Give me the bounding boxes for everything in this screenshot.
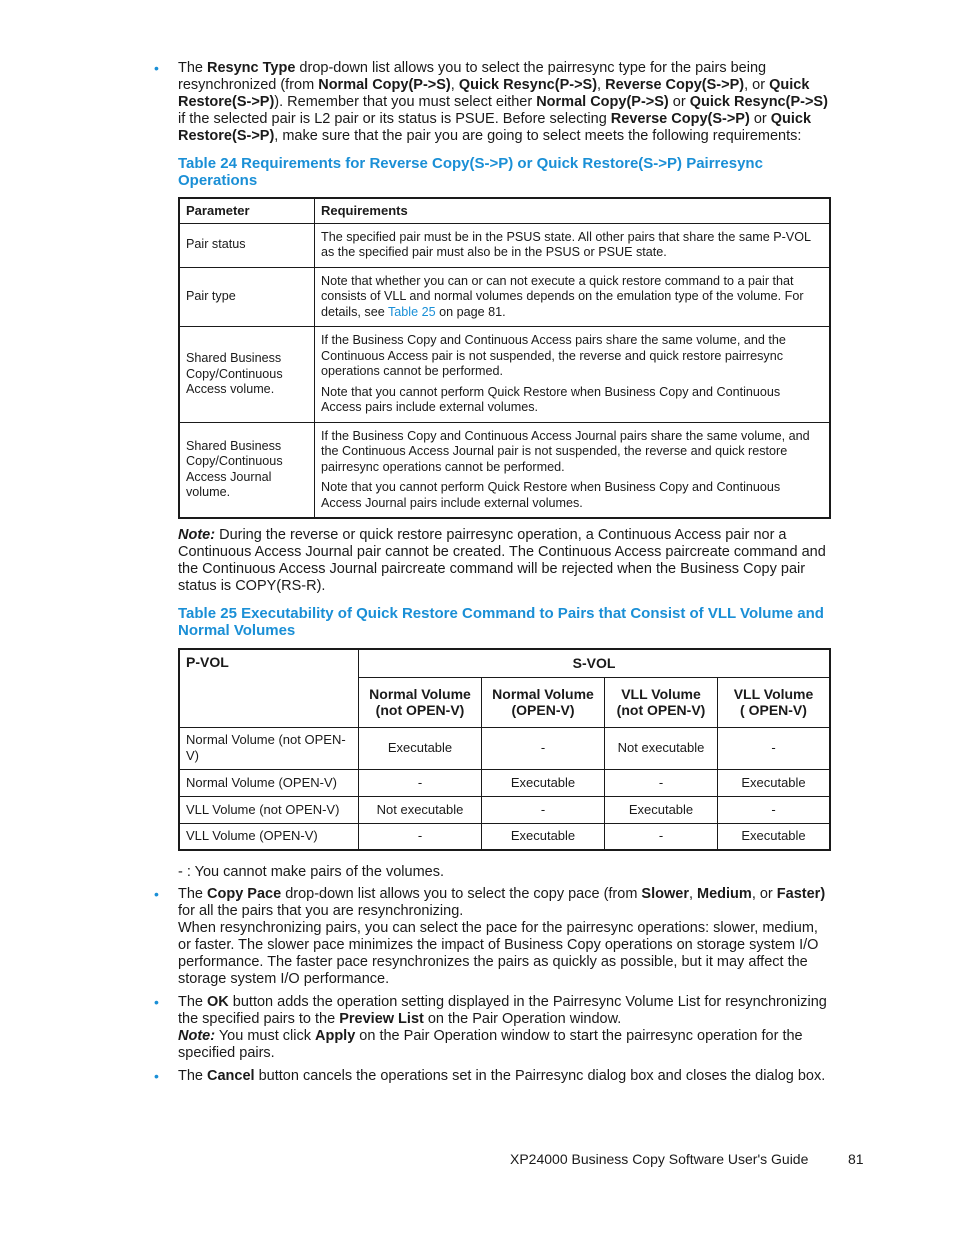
table-subheader: VLL Volume ( OPEN-V) bbox=[718, 677, 831, 727]
table-cell: Executable bbox=[359, 727, 482, 769]
table-25 bbox=[178, 648, 831, 851]
table-cell: - bbox=[359, 769, 482, 796]
table-cell: - bbox=[718, 796, 831, 823]
resync-type-paragraph: The Resync Type drop-down list allows you to select the pairresync type for the pairs being resynchronized (from Normal Copy(P->S), Quick Resync(P->S), Reverse Copy(S->P), or Quick Restore(S->P)). Remember that you must select either Normal Copy(P->S) or Quick Resync(P->S) if the selected pair is L2 pair or its status is PSUE. Before selecting Reverse Copy(S->P) or Quick Restore(S->P), make sure that the pair you are going to select meets the following requirements: bbox=[178, 60, 828, 144]
note-label: Note: bbox=[178, 1028, 216, 1044]
table-header-svol: S-VOL bbox=[359, 649, 831, 677]
table-cell: Shared Business Copy/Continuous Access volume. bbox=[179, 327, 315, 423]
table-cell: Normal Volume (not OPEN-V) bbox=[179, 727, 359, 769]
footer-title: XP24000 Business Copy Software User's Guide bbox=[510, 1151, 809, 1167]
bullet-marker: • bbox=[154, 1068, 159, 1084]
table-cell: Executable bbox=[718, 769, 831, 796]
table-cell: If the Business Copy and Continuous Access Journal pairs share the same volume, and the Continuous Access Journal pair is not suspended, the reverse and quick restore pairresync operations cannot be performed. Note that you cannot perform Quick Restore when Business Copy and Continuous Access Journal pairs include external volumes. bbox=[315, 422, 831, 518]
table-row bbox=[179, 796, 830, 823]
table-cell: If the Business Copy and Continuous Access pairs share the same volume, and the Continuous Access pair is not suspended, the reverse and quick restore pairresync operations cannot be performed. Note that you cannot perform Quick Restore when Business Copy and Continuous Access pairs include external volumes. bbox=[315, 327, 831, 423]
table-subheader: Normal Volume (OPEN-V) bbox=[482, 677, 605, 727]
table-cell: Not executable bbox=[359, 796, 482, 823]
table-cell: - bbox=[359, 823, 482, 850]
table-cell: - bbox=[605, 769, 718, 796]
table-24 bbox=[178, 197, 831, 519]
table-cell: - bbox=[605, 823, 718, 850]
table-cell: Pair status bbox=[179, 223, 315, 267]
table-cell: Shared Business Copy/Continuous Access Journal volume. bbox=[179, 422, 315, 518]
table-cell: VLL Volume (not OPEN-V) bbox=[179, 796, 359, 823]
table-header: Parameter bbox=[179, 198, 315, 223]
table-row bbox=[179, 223, 830, 267]
resync-type-term: Resync Type bbox=[207, 60, 296, 76]
copy-pace-paragraph: The Copy Pace drop-down list allows you to select the copy pace (from Slower, Medium, or Faster) for all the pairs that you are resynchronizing. When resynchronizing pairs, you can select the pace for the pairresync operations: slower, medium, or faster. The slower pace minimizes the impact of Business Copy operations on storage system I/O performance. The faster pace resynchronizes the pairs as quickly as possible, but it may affect the storage system I/O performance. bbox=[178, 886, 826, 987]
bullet-marker: • bbox=[154, 60, 159, 76]
table-cell: Executable bbox=[482, 769, 605, 796]
table-cell: Not executable bbox=[605, 727, 718, 769]
table-header: Requirements bbox=[315, 198, 831, 223]
table-cell: VLL Volume (OPEN-V) bbox=[179, 823, 359, 850]
table-cell: Pair type bbox=[179, 267, 315, 327]
note-paragraph: Note: During the reverse or quick restore pairresync operation, a Continuous Access pair nor a Continuous Access Journal pair cannot be created. The Continuous Access paircreate command and the Continuous Access Journal paircreate command will be rejected when the Business Copy pair status is COPY(RS-R). bbox=[178, 527, 826, 594]
table-row bbox=[179, 727, 830, 769]
note-label: Note: bbox=[178, 527, 216, 543]
table-row bbox=[179, 823, 830, 850]
table-cell: - bbox=[482, 796, 605, 823]
table-cell: The specified pair must be in the PSUS state. All other pairs that share the same P-VOL as the specified pair must also be in the PSUS or PSUE state. bbox=[315, 223, 831, 267]
table-25-caption: Table 25 Executability of Quick Restore Command to Pairs that Consist of VLL Volume and Normal Volumes bbox=[178, 605, 824, 639]
bullet-marker: • bbox=[154, 886, 159, 902]
table-25-link[interactable]: Table 25 bbox=[387, 304, 436, 319]
table-cell: Note that whether you can or can not execute a quick restore command to a pair that consists of VLL and normal volumes depends on the emulation type of the volume. For details, see Table 25 on page 81. bbox=[315, 267, 831, 327]
table-row bbox=[179, 267, 830, 327]
page-number: 81 bbox=[848, 1151, 864, 1167]
ok-button-paragraph: The OK button adds the operation setting displayed in the Pairresync Volume List for resynchronizing the specified pairs to the Preview List on the Pair Operation window. Note: You must click Apply on the Pair Operation window to start the pairresync operation for the specified pairs. bbox=[178, 994, 827, 1061]
table-cell: - bbox=[482, 727, 605, 769]
table-subheader: Normal Volume (not OPEN-V) bbox=[359, 677, 482, 727]
table-cell: - bbox=[718, 727, 831, 769]
table-row bbox=[179, 422, 830, 518]
bullet-marker: • bbox=[154, 994, 159, 1010]
table-25-footnote: - : You cannot make pairs of the volumes. bbox=[178, 864, 444, 880]
table-row bbox=[179, 769, 830, 796]
table-cell: Executable bbox=[718, 823, 831, 850]
table-header-pvol: P-VOL bbox=[179, 649, 359, 727]
table-cell: Normal Volume (OPEN-V) bbox=[179, 769, 359, 796]
cancel-button-paragraph: The Cancel button cancels the operations set in the Pairresync dialog box and closes the dialog box. bbox=[178, 1068, 826, 1084]
table-cell: Executable bbox=[605, 796, 718, 823]
table-subheader: VLL Volume (not OPEN-V) bbox=[605, 677, 718, 727]
table-24-caption: Table 24 Requirements for Reverse Copy(S->P) or Quick Restore(S->P) Pairresync Operations bbox=[178, 155, 763, 189]
table-row bbox=[179, 327, 830, 423]
table-cell: Executable bbox=[482, 823, 605, 850]
